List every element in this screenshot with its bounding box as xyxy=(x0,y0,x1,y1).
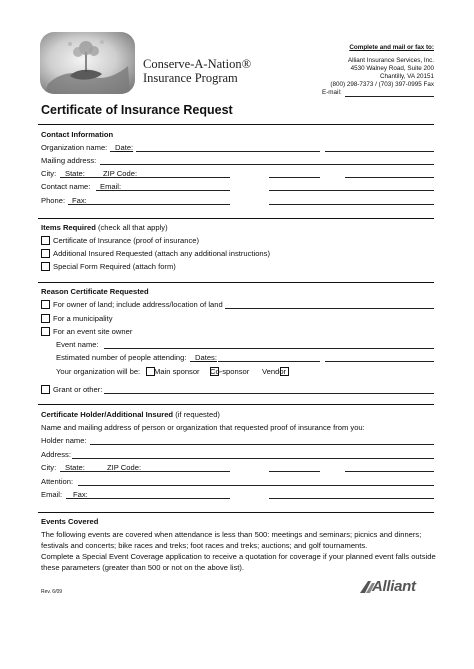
holder-city-label: City: xyxy=(41,463,57,472)
option-certificate-label: Certificate of Insurance (proof of insurance) xyxy=(53,236,200,245)
section-heading-holder xyxy=(41,410,220,419)
section-heading-contact: Contact Information xyxy=(41,130,114,139)
checkbox-certificate[interactable] xyxy=(41,236,50,245)
section-heading-items xyxy=(41,223,168,232)
mail-line: Chantilly, VA 20151 xyxy=(379,73,434,80)
grant-other-label: Grant or other: xyxy=(53,385,103,394)
option-event-site-owner-label: For an event site owner xyxy=(53,327,133,336)
holder-email-field[interactable] xyxy=(66,498,230,499)
grant-other-field[interactable] xyxy=(104,393,434,394)
section-heading-reason: Reason Certificate Requested xyxy=(41,287,149,296)
alliant-logo-text: Alliant xyxy=(372,578,416,595)
date-label: Date: xyxy=(115,143,134,152)
email-field[interactable] xyxy=(269,190,434,191)
holder-heading-text: Certificate Holder/Additional Insured xyxy=(41,410,174,419)
contact-name-label: Contact name: xyxy=(41,182,91,191)
zip-field[interactable] xyxy=(345,177,434,178)
phone-label: Phone: xyxy=(41,196,66,205)
main-sponsor-label: Main sponsor xyxy=(154,367,200,376)
section-divider xyxy=(38,218,434,219)
items-heading-text: Items Required xyxy=(41,223,96,232)
date-field[interactable] xyxy=(325,151,434,152)
city-label: City: xyxy=(41,169,57,178)
org-role-label: Your organization will be: xyxy=(56,367,141,376)
event-name-label: Event name: xyxy=(56,340,99,349)
events-paragraph-2: Complete a Special Event Coverage application to receive a quotation for coverage if your planned event falls outside these parameters (greater than 500 or not on the above list). xyxy=(41,552,436,572)
state-field[interactable] xyxy=(269,177,320,178)
org-name-field[interactable] xyxy=(136,151,320,152)
holder-address-field[interactable] xyxy=(72,458,434,459)
holder-fax-label: Fax: xyxy=(73,490,88,499)
section-divider xyxy=(38,404,434,405)
program-logo-image xyxy=(40,32,135,94)
state-label: State: xyxy=(65,169,85,178)
section-heading-events: Events Covered xyxy=(41,517,99,526)
estimated-attendance-label: Estimated number of people attending: xyxy=(56,353,187,362)
co-sponsor-label: Co-sponsor xyxy=(210,367,250,376)
mail-line: 4530 Walney Road, Suite 200 xyxy=(350,65,434,72)
checkbox-additional-insured[interactable] xyxy=(41,249,50,258)
fax-field[interactable] xyxy=(269,204,434,205)
revision-note: Rev. 6/09 xyxy=(41,589,63,595)
dates-field[interactable] xyxy=(325,361,434,362)
mailing-address-label: Mailing address: xyxy=(41,156,97,165)
section-divider xyxy=(38,124,434,125)
items-heading-note: (check all that apply) xyxy=(97,223,168,232)
mail-email-field[interactable] xyxy=(345,96,434,97)
checkbox-municipality[interactable] xyxy=(41,314,50,323)
section-divider xyxy=(38,512,434,513)
dates-label: Dates: xyxy=(195,353,217,362)
contact-name-field[interactable] xyxy=(96,190,230,191)
holder-address-label: Address: xyxy=(41,450,71,459)
mail-line: (800) 298-7373 / (703) 397-0995 Fax xyxy=(330,81,434,88)
brand-name: Conserve-A-Nation® xyxy=(143,57,252,71)
checkbox-event-site-owner[interactable] xyxy=(41,327,50,336)
holder-name-field[interactable] xyxy=(90,444,434,445)
option-municipality-label: For a municipality xyxy=(53,314,113,323)
holder-name-label: Holder name: xyxy=(41,436,87,445)
city-field[interactable] xyxy=(60,177,230,178)
page-title: Certificate of Insurance Request xyxy=(41,103,233,117)
option-additional-insured-label: Additional Insured Requested (attach any additional instructions) xyxy=(53,249,270,258)
holder-state-field[interactable] xyxy=(269,471,320,472)
mail-line: Alliant Insurance Services, Inc. xyxy=(347,57,434,64)
checkbox-special-form[interactable] xyxy=(41,262,50,271)
brand-subtitle: Insurance Program xyxy=(143,71,238,85)
checkbox-owner-of-land[interactable] xyxy=(41,300,50,309)
option-special-form-label: Special Form Required (attach form) xyxy=(53,262,176,271)
holder-city-field[interactable] xyxy=(60,471,230,472)
event-name-field[interactable] xyxy=(104,348,434,349)
phone-field[interactable] xyxy=(68,204,230,205)
events-paragraph-1: The following events are covered when attendance is less than 500: meetings and seminars; picnics and dinners; festivals and concerts; bike races and treks; foot races and treks; auctions; and golf tournaments. xyxy=(41,530,422,550)
holder-email-label: Email: xyxy=(41,490,63,499)
fax-label: Fax: xyxy=(72,196,87,205)
zip-label: ZIP Code: xyxy=(103,169,138,178)
alliant-logo xyxy=(358,578,434,596)
attendance-field[interactable] xyxy=(218,361,320,362)
holder-zip-label: ZIP Code: xyxy=(107,463,142,472)
holder-intro-text: Name and mailing address of person or organization that requested proof of insurance from you: xyxy=(41,423,365,432)
mail-heading: Complete and mail or fax to: xyxy=(349,44,434,51)
option-owner-of-land-label: For owner of land; include address/location of land xyxy=(53,300,223,309)
mail-email-label: E-mail: xyxy=(322,89,342,96)
holder-heading-note: (if requested) xyxy=(175,410,220,419)
holder-fax-field[interactable] xyxy=(269,498,434,499)
org-name-label: Organization name: xyxy=(41,143,108,152)
vendor-label: Vendor xyxy=(262,367,287,376)
land-address-field[interactable] xyxy=(225,308,434,309)
email-label: Email: xyxy=(100,182,122,191)
attention-label: Attention: xyxy=(41,477,74,486)
attention-field[interactable] xyxy=(78,485,434,486)
checkbox-grant-other[interactable] xyxy=(41,385,50,394)
holder-zip-field[interactable] xyxy=(345,471,434,472)
section-divider xyxy=(38,282,434,283)
mailing-address-field[interactable] xyxy=(100,164,434,165)
holder-state-label: State: xyxy=(65,463,85,472)
